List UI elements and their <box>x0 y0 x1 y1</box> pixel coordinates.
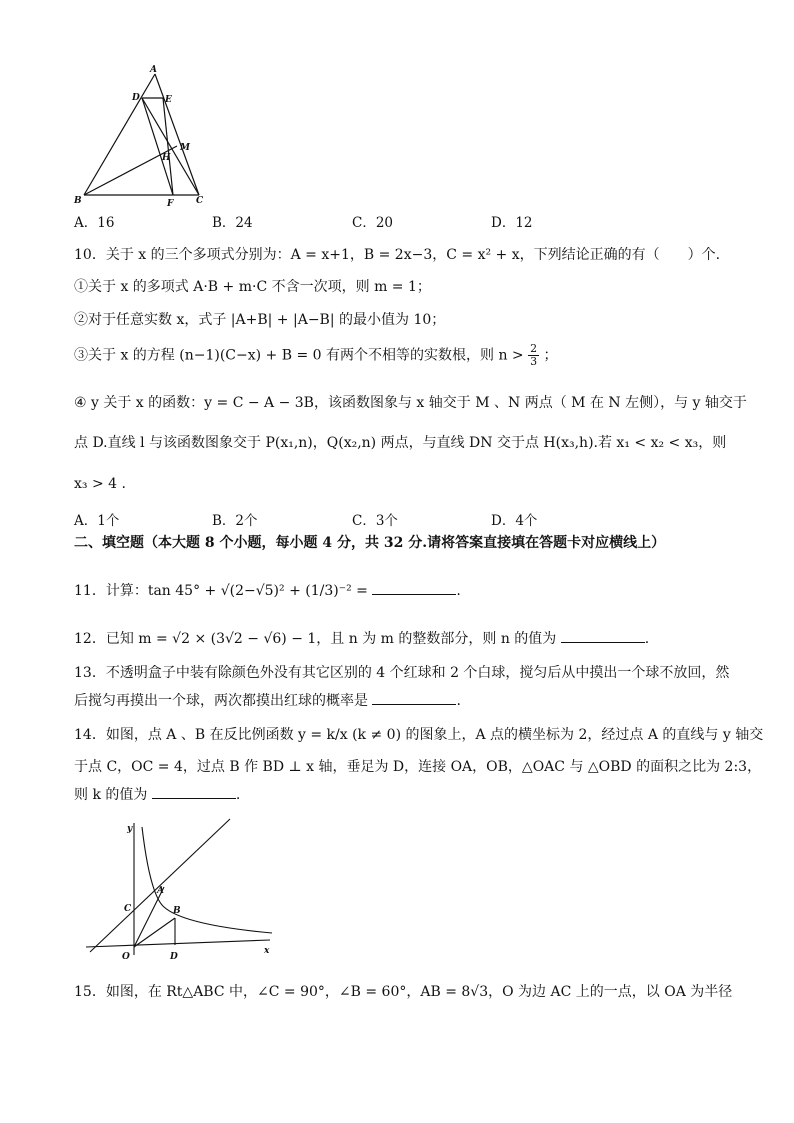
fig-label-D: D <box>132 93 140 103</box>
q14-function-figure <box>84 815 274 963</box>
q9-option-b: B．24 <box>212 215 253 231</box>
q12-dot: . <box>644 631 650 647</box>
q14-dot: . <box>235 787 241 803</box>
q9-option-d: D．12 <box>491 215 533 231</box>
q11-answer-blank <box>372 580 456 595</box>
fig-label-A: A <box>150 65 157 75</box>
fig-axis-y: y <box>127 824 133 834</box>
q10-stem: 10．关于 x 的三个多项式分别为：A = x+1，B = 2x−3，C = x² + x，下列结论正确的有（ ）个. <box>74 247 721 263</box>
q10-s3-fraction <box>528 343 539 368</box>
fig-point-D: D <box>170 952 178 962</box>
q15: 15．如图，在 Rt△ABC 中，∠C = 90°，∠B = 60°，AB = 8√3，O 为边 AC 上的一点，以 OA 为半径 <box>74 984 733 1000</box>
q10-statement-1: ①关于 x 的多项式 A·B + m·C 不含一次项，则 m = 1； <box>74 279 431 295</box>
q12 <box>74 628 649 649</box>
q10-option-d: D．4个 <box>491 513 538 529</box>
q10-statement-3 <box>74 343 558 368</box>
q10-statement-4c: x₃ > 4 . <box>74 476 126 492</box>
q10-statement-4b: 点 D.直线 l 与该函数图象交于 P(x₁,n)，Q(x₂,n) 两点，与直线 DN 交于点 H(x₃,h).若 x₁ < x₂ < x₃，则 <box>74 435 727 451</box>
fig-point-B: B <box>173 906 181 916</box>
q10-s3-num: 2 <box>530 342 538 355</box>
q14-answer-blank <box>152 784 236 799</box>
q9-triangle-figure <box>72 62 222 212</box>
q10-s3-text: ③关于 x 的方程 (n−1)(C−x) + B = 0 有两个不相等的实数根，则 n > <box>74 347 524 364</box>
q9-option-a: A．16 <box>74 215 115 231</box>
q10-s3-den: 3 <box>530 355 538 368</box>
q11 <box>74 580 461 601</box>
q13-text: 后搅匀再摸出一个球，两次都摸出红球的概率是 <box>74 693 368 709</box>
q12-answer-blank <box>561 628 645 643</box>
q10-statement-4a: ④ y 关于 x 的函数：y = C − A − 3B，该函数图象与 x 轴交于 M 、N 两点（ M 在 N 左侧），与 y 轴交于 <box>74 395 747 411</box>
q11-text: 11．计算：tan 45° + √(2−√5)² + (1/3)⁻² = <box>74 583 368 599</box>
q10-s3-post: ； <box>543 347 558 364</box>
fig-point-A: A <box>157 886 164 896</box>
q14-line-2: 于点 C，OC = 4，过点 B 作 BD ⊥ x 轴，垂足为 D，连接 OA，OB，△OAC 与 △OBD 的面积之比为 2:3， <box>74 759 762 775</box>
fig-label-H: H <box>162 153 171 163</box>
section-2-heading: 二、填空题（本大题 8 个小题，每小题 4 分，共 32 分.请将答案直接填在答题卡对应横线上） <box>74 535 666 551</box>
fig-point-C: C <box>124 904 132 914</box>
fig-label-C: C <box>196 196 204 206</box>
q10-statement-2: ②对于任意实数 x，式子 |A+B| + |A−B| 的最小值为 10； <box>74 312 446 328</box>
q11-dot: . <box>456 583 461 599</box>
q13-line-2 <box>74 690 461 711</box>
q13-answer-blank <box>372 690 456 705</box>
q13-line-1: 13．不透明盒子中装有除颜色外没有其它区别的 4 个红球和 2 个白球，搅匀后从中摸出一个球不放回，然 <box>74 665 730 681</box>
q13-dot: . <box>456 693 461 709</box>
q10-option-a: A．1个 <box>74 513 120 529</box>
fig-axis-x: x <box>264 946 270 956</box>
fig-label-M: M <box>180 143 190 153</box>
q14-line-1: 14．如图，点 A 、B 在反比例函数 y = k/x (k ≠ 0) 的图象上，A 点的横坐标为 2，经过点 A 的直线与 y 轴交 <box>74 727 764 743</box>
q10-option-b: B．2个 <box>212 513 258 529</box>
fig-label-F: F <box>167 199 174 209</box>
q10-option-c: C．3个 <box>352 513 398 529</box>
fig-label-B: B <box>74 196 82 206</box>
fig-point-O: O <box>122 952 130 962</box>
q9-option-c: C．20 <box>352 215 394 231</box>
q14-text: 则 k 的值为 <box>74 787 148 803</box>
q14-line-3 <box>74 784 240 805</box>
q12-text: 12．已知 m = √2 × (3√2 − √6) − 1，且 n 为 m 的整数部分，则 n 的值为 <box>74 631 557 647</box>
fig-label-E: E <box>165 95 172 105</box>
